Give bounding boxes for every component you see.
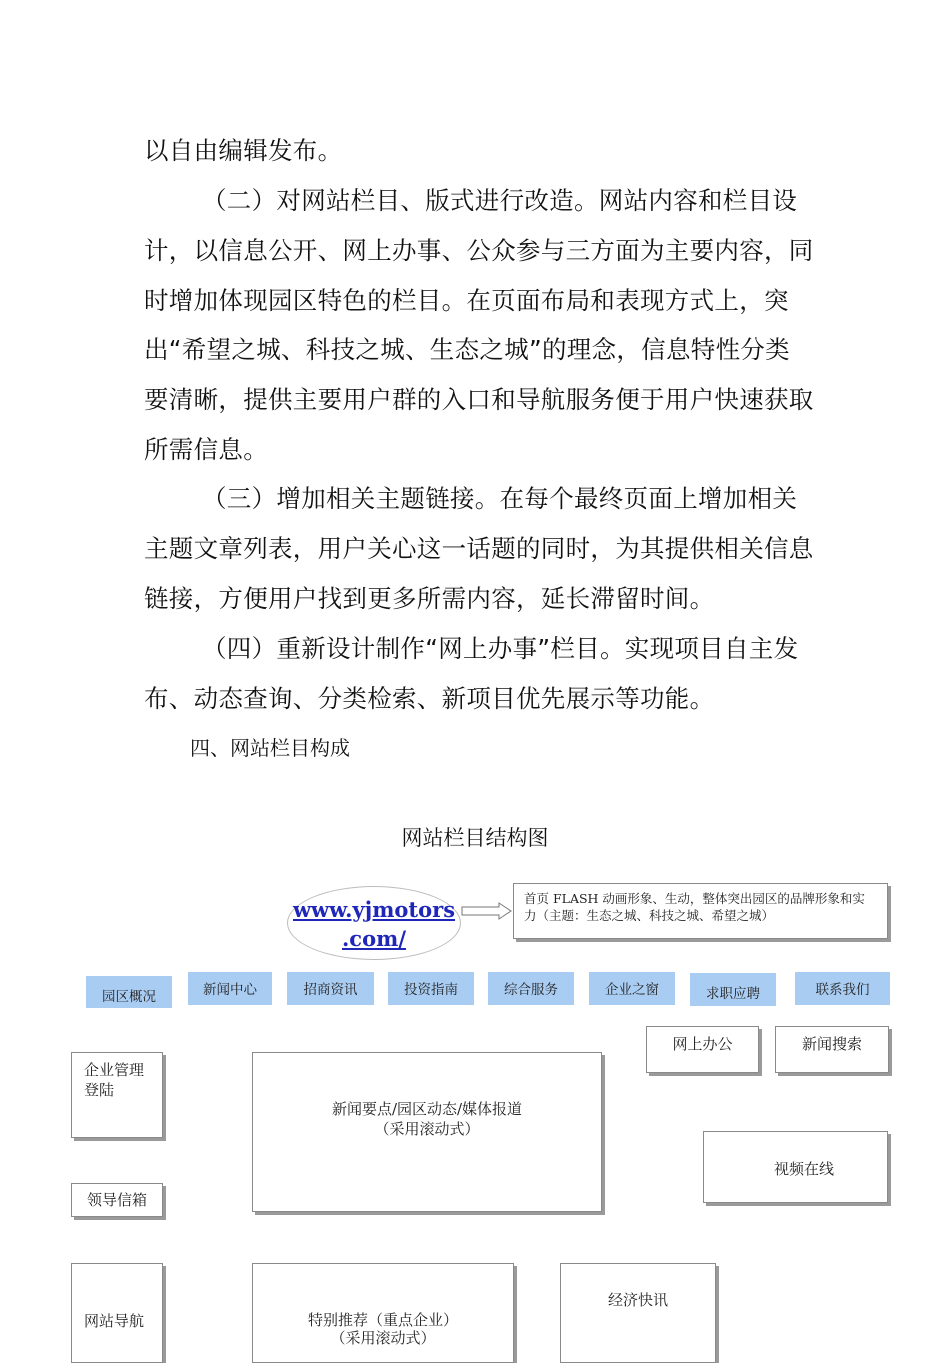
site-navigation-label: 网站导航: [84, 1312, 145, 1330]
paragraph-2: [144, 176, 814, 475]
paragraph-4: [144, 624, 814, 724]
leader-mailbox-label: 领导信箱: [86, 1191, 147, 1209]
economic-news-box[interactable]: [560, 1263, 716, 1363]
url-line-1: www.yjmotors: [292, 897, 456, 922]
paragraph-2-text: （二）对网站栏目、版式进行改造。网站内容和栏目设计，以信息公开、网上办事、公众参与三方面为主要内容，同时增加体现园区特色的栏目。在页面布局和表现方式上，突出“希望之城、科技之城、生态之城”的理念，信息特性分类要清晰，提供主要用户群的入口和导航服务便于用户快速获取所需信息。: [144, 186, 814, 464]
nav-investment-guide[interactable]: 投资指南: [388, 972, 474, 1005]
nav-enterprise-window[interactable]: 企业之窗: [589, 972, 675, 1005]
paragraph-3: [144, 474, 814, 623]
news-search-label: 新闻搜索: [801, 1035, 862, 1053]
nav-park-overview[interactable]: 园区概况: [86, 976, 172, 1008]
special-recommend-line-1: 特别推荐（重点企业）: [307, 1311, 458, 1329]
special-recommend-box[interactable]: [252, 1263, 514, 1363]
diagram-title: 网站栏目结构图: [401, 826, 549, 850]
enterprise-login-label: [84, 1060, 144, 1100]
online-office-label: 网上办公: [672, 1035, 733, 1053]
url-line-2: .com/: [342, 926, 406, 951]
economic-news-label: 经济快讯: [607, 1291, 668, 1309]
section-heading: 四、网站栏目构成: [190, 736, 350, 760]
special-recommend-line-2: （采用滚动式）: [330, 1329, 436, 1347]
paragraph-3-text: （三）增加相关主题链接。在每个最终页面上增加相关主题文章列表，用户关心这一话题的同时，为其提供相关信息链接，方便用户找到更多所需内容，延长滞留时间。: [144, 484, 814, 613]
news-search-box[interactable]: [775, 1026, 889, 1073]
news-highlights-line-2: （采用滚动式）: [374, 1120, 480, 1138]
leader-mailbox-box[interactable]: [71, 1183, 163, 1217]
nav-investment-news[interactable]: 招商资讯: [287, 972, 374, 1005]
flash-note-box: 首页 FLASH 动画形象、生动，整体突出园区的品牌形象和实力（主题：生态之城、科技之城、希望之城）: [513, 883, 888, 939]
video-online-box[interactable]: [703, 1131, 888, 1203]
site-navigation-box[interactable]: [71, 1263, 163, 1363]
nav-news-center[interactable]: 新闻中心: [188, 972, 272, 1005]
site-url-link[interactable]: [287, 895, 461, 953]
online-office-box[interactable]: [646, 1026, 759, 1073]
enterprise-login-line-1: 企业管理: [84, 1061, 145, 1079]
news-highlights-line-1: 新闻要点/园区动态/媒体报道: [331, 1100, 523, 1118]
video-online-label: 视频在线: [774, 1160, 835, 1178]
paragraph-4-text: （四）重新设计制作“网上办事”栏目。实现项目自主发布、动态查询、分类检索、新项目优先展示等功能。: [144, 634, 799, 713]
paragraph-1: 以自由编辑发布。: [144, 136, 343, 165]
arrow-right-icon: [461, 901, 513, 921]
news-highlights-box[interactable]: [252, 1052, 602, 1212]
enterprise-login-box[interactable]: [71, 1052, 163, 1138]
enterprise-login-line-2: 登陆: [84, 1081, 115, 1099]
nav-contact-us[interactable]: 联系我们: [795, 972, 890, 1005]
nav-services[interactable]: 综合服务: [488, 972, 574, 1005]
nav-jobs[interactable]: 求职应聘: [690, 973, 776, 1006]
